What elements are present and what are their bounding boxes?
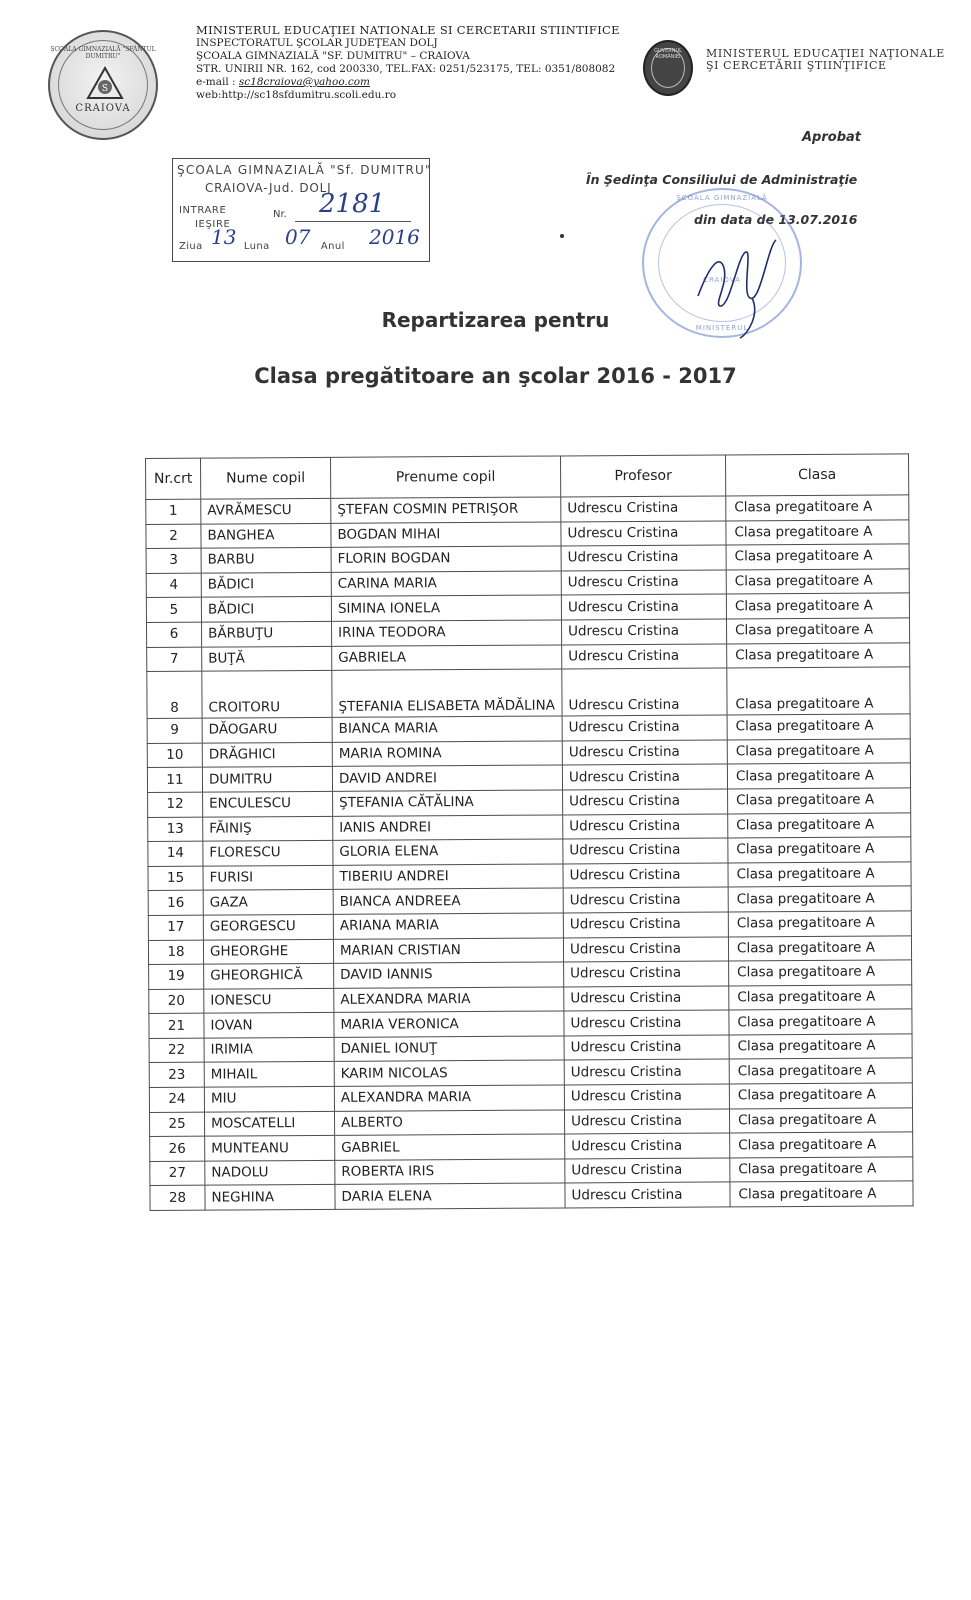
cell-clasa: Clasa pregatitoare A [728,837,911,863]
cell-clasa: Clasa pregatitoare A [727,763,910,789]
cell-clasa: Clasa pregatitoare A [729,1009,912,1035]
cell-clasa: Clasa pregatitoare A [730,1157,913,1183]
cell-nr: 7 [147,647,202,672]
allocation-table [145,453,914,1211]
registration-date-row [179,241,345,252]
cell-nume: IONESCU [204,988,334,1013]
registration-nr-line [295,221,411,222]
cell-clasa: Clasa pregatitoare A [728,812,911,838]
cell-nume: ENCULESCU [203,791,333,816]
cell-nume: MUNTEANU [205,1136,335,1161]
approval-stamp-text-top: ŞCOALA GIMNAZIALĂ [676,194,768,202]
cell-clasa: Clasa pregatitoare A [726,495,909,521]
cell-clasa: Clasa pregatitoare A [726,593,909,619]
cell-prenume: ŞTEFANIA CĂTĂLINA [333,790,563,816]
cell-clasa: Clasa pregatitoare A [730,1181,913,1207]
registration-ziua-value: 13 [211,225,237,249]
cell-nume: MOSCATELLI [204,1111,334,1136]
government-seal-icon [643,40,693,96]
school-logo-city: CRAIOVA [75,103,131,114]
cell-nume: IRIMIA [204,1037,334,1062]
registration-ziua-label: Ziua [179,241,203,252]
cell-nr: 18 [148,940,203,965]
cell-clasa: Clasa pregatitoare A [728,911,911,937]
government-seal-text: GUVERNUL ROMÂNIEI [654,48,682,60]
cell-prenume: CARINA MARIA [331,571,561,597]
cell-prenume: SIMINA IONELA [331,595,561,621]
cell-nr: 14 [148,841,203,866]
header-nr: Nr.crt [146,458,201,499]
cell-nr: 28 [150,1186,205,1211]
registration-luna-label: Luna [243,241,270,252]
cell-clasa: Clasa pregatitoare A [727,739,910,765]
cell-prenume: GABRIEL [335,1134,565,1160]
director-signature-icon [690,234,800,344]
table-body [146,495,913,1211]
header-prenume: Prenume copil [330,456,560,498]
registration-nr-label: Nr. [273,209,287,220]
cell-prenume: TIBERIU ANDREI [333,864,563,890]
cell-nume: BUŢĂ [202,646,332,671]
cell-nr: 20 [149,989,204,1014]
cell-nume: AVRĂMESCU [201,498,331,523]
cell-profesor: Udrescu Cristina [563,912,728,938]
cell-nume: GEORGESCU [203,914,333,939]
cell-prenume: DAVID ANDREI [332,765,562,791]
cell-profesor: Udrescu Cristina [564,961,729,987]
document-subtitle: Clasa pregătitoare an şcolar 2016 - 2017 [254,364,737,388]
approval-stamp-text-mid: CRAIOVA [703,276,741,284]
cell-prenume: DANIEL IONUŢ [334,1036,564,1062]
cell-profesor: Udrescu Cristina [561,521,726,547]
cell-profesor: Udrescu Cristina [563,887,728,913]
cell-clasa: Clasa pregatitoare A [728,886,911,912]
cell-nr: 9 [147,718,202,743]
cell-clasa: Clasa pregatitoare A [729,1034,912,1060]
cell-clasa: Clasa pregatitoare A [727,642,910,668]
cell-prenume: ŞTEFAN COSMIN PETRIŞOR [331,497,561,523]
cell-profesor: Udrescu Cristina [565,1133,730,1159]
cell-nr: 11 [147,767,202,792]
cell-prenume: ALEXANDRA MARIA [334,1085,564,1111]
header-clasa: Clasa [725,454,908,496]
cell-profesor: Udrescu Cristina [564,1035,729,1061]
cell-profesor: Udrescu Cristina [561,570,726,596]
cell-prenume: MARIAN CRISTIAN [333,937,563,963]
letterhead-web: web:http://sc18sfdumitru.scoli.edu.ro [196,89,397,101]
cell-nume: BĂDICI [201,597,331,622]
cell-nr: 24 [149,1087,204,1112]
cell-prenume: ROBERTA IRIS [335,1159,565,1185]
cell-nr: 1 [146,499,201,524]
cell-clasa: Clasa pregatitoare A [726,569,909,595]
registration-stamp [172,158,430,262]
approval-date: din data de 13.07.2016 [694,212,858,227]
cell-prenume: ARIANA MARIA [333,913,563,939]
cell-prenume: MARIA VERONICA [334,1011,564,1037]
cell-prenume: DARIA ELENA [335,1183,565,1209]
cell-nume: FĂINIŞ [203,816,333,841]
cell-nr: 15 [148,866,203,891]
cell-nr: 25 [149,1112,204,1137]
registration-iesire: IEŞIRE [195,219,231,230]
cell-nume: DRĂGHICI [202,742,332,767]
letterhead-email-label: e-mail : [196,76,236,88]
registration-anul-value: 2016 [369,225,420,249]
cell-nr: 22 [149,1038,204,1063]
cell-clasa: Clasa pregatitoare A [729,985,912,1011]
cell-nr: 4 [146,573,201,598]
cell-nume: DĂOGARU [202,718,332,743]
cell-profesor: Udrescu Cristina [563,863,728,889]
cell-nr: 27 [150,1161,205,1186]
header-profesor: Profesor [560,455,725,497]
school-logo-ring-text: ȘCOALA GIMNAZIALĂ "SFÂNTUL DUMITRU" [50,46,156,60]
cell-nume: GHEORGHICĂ [204,963,334,988]
cell-profesor: Udrescu Cristina [562,740,727,766]
cell-nr: 6 [147,622,202,647]
cell-profesor: Udrescu Cristina [562,644,727,670]
cell-profesor: Udrescu Cristina [563,813,728,839]
cell-nume: NADOLU [205,1160,335,1185]
registration-nr-value: 2181 [319,189,386,219]
letterhead-ministry: MINISTERUL EDUCAŢIEI NATIONALE SI CERCETARII STIINTIFICE [196,23,620,37]
cell-prenume: ALEXANDRA MARIA [334,987,564,1013]
cell-profesor: Udrescu Cristina [561,496,726,522]
table-header-row [146,454,909,500]
table-row [147,667,910,719]
cell-profesor: Udrescu Cristina [561,619,726,645]
cell-clasa: Clasa pregatitoare A [727,667,910,715]
cell-profesor: Udrescu Cristina [561,594,726,620]
cell-nr: 21 [149,1013,204,1038]
cell-profesor: Udrescu Cristina [563,838,728,864]
cell-clasa: Clasa pregatitoare A [729,1107,912,1133]
cell-prenume: ALBERTO [334,1110,564,1136]
approval-stamp-text-bottom: MINISTERUL [695,324,749,332]
school-logo [48,30,158,140]
cell-nr: 3 [146,548,201,573]
cell-nume: MIHAIL [204,1062,334,1087]
cell-clasa: Clasa pregatitoare A [726,519,909,545]
cell-profesor: Udrescu Cristina [563,936,728,962]
cell-prenume: ŞTEFANIA ELISABETA MĂDĂLINA [332,669,562,717]
cell-clasa: Clasa pregatitoare A [728,862,911,888]
cell-clasa: Clasa pregatitoare A [729,960,912,986]
cell-nr: 17 [148,915,203,940]
cell-profesor: Udrescu Cristina [563,789,728,815]
cell-prenume: GLORIA ELENA [333,839,563,865]
cell-profesor: Udrescu Cristina [564,1010,729,1036]
cell-prenume: GABRIELA [332,645,562,671]
cell-nr: 23 [149,1063,204,1088]
cell-nume: NEGHINA [205,1185,335,1210]
cell-nr: 26 [150,1136,205,1161]
cell-clasa: Clasa pregatitoare A [726,544,909,570]
cell-profesor: Udrescu Cristina [565,1158,730,1184]
cell-nr: 2 [146,524,201,549]
ministry-logo-line1: MINISTERUL EDUCAŢIEI NAŢIONALE [706,47,945,60]
cell-nume: FLORESCU [203,840,333,865]
cell-profesor: Udrescu Cristina [564,1109,729,1135]
cell-nr: 10 [147,743,202,768]
ministry-logo-text [706,48,945,72]
cell-nr: 5 [146,598,201,623]
registration-anul-label: Anul [320,241,345,252]
cell-prenume: KARIM NICOLAS [334,1060,564,1086]
cell-nr: 16 [148,890,203,915]
cell-nume: CROITORU [202,671,332,719]
letterhead [196,24,620,102]
letterhead-school: ŞCOALA GIMNAZIALĂ "SF. DUMITRU" – CRAIOVA [196,50,470,62]
cell-nume: BĂDICI [201,572,331,597]
registration-intrare: INTRARE [179,205,227,216]
letterhead-email-line [196,76,620,89]
letterhead-email-link[interactable]: sc18craiova@yahoo.com [238,76,370,88]
cell-profesor: Udrescu Cristina [564,986,729,1012]
school-logo-emblem-icon [86,66,124,100]
letterhead-inspectorate: INSPECTORATUL ŞCOLAR JUDEŢEAN DOLJ [196,37,438,49]
svg-text:S: S [101,84,109,94]
ink-dot [560,234,564,238]
cell-nume: GHEORGHE [203,939,333,964]
cell-profesor: Udrescu Cristina [564,1059,729,1085]
cell-clasa: Clasa pregatitoare A [728,935,911,961]
cell-nume: BARBU [201,548,331,573]
cell-prenume: FLORIN BOGDAN [331,546,561,572]
cell-prenume: BIANCA ANDREEA [333,888,563,914]
letterhead-address: STR. UNIRII NR. 162, cod 200330, TEL.FAX: 0251/523175, TEL: 0351/808082 [196,63,616,75]
cell-nr: 12 [148,792,203,817]
cell-nume: MIU [204,1086,334,1111]
cell-nume: FURISI [203,865,333,890]
cell-profesor: Udrescu Cristina [562,715,727,741]
cell-profesor: Udrescu Cristina [562,764,727,790]
registration-school: ŞCOALA GIMNAZIALĂ "Sf. DUMITRU" [177,163,432,177]
cell-prenume: BOGDAN MIHAI [331,522,561,548]
cell-nume: BĂRBUŢU [202,621,332,646]
registration-city: CRAIOVA-Jud. DOLJ [205,181,332,195]
cell-profesor: Udrescu Cristina [564,1084,729,1110]
cell-nume: DUMITRU [202,767,332,792]
cell-nume: GAZA [203,890,333,915]
cell-clasa: Clasa pregatitoare A [728,788,911,814]
cell-profesor: Udrescu Cristina [562,668,727,716]
cell-nr: 19 [149,964,204,989]
cell-clasa: Clasa pregatitoare A [727,714,910,740]
cell-nume: IOVAN [204,1013,334,1038]
header-nume: Nume copil [201,457,331,499]
document-title: Repartizarea pentru [381,308,610,332]
cell-clasa: Clasa pregatitoare A [729,1083,912,1109]
registration-luna-value: 07 [285,225,311,249]
cell-nume: BANGHEA [201,523,331,548]
cell-profesor: Udrescu Cristina [561,545,726,571]
cell-prenume: MARIA ROMINA [332,741,562,767]
cell-nr: 8 [147,671,202,718]
cell-prenume: BIANCA MARIA [332,716,562,742]
cell-nr: 13 [148,817,203,842]
cell-prenume: IRINA TEODORA [332,620,562,646]
cell-clasa: Clasa pregatitoare A [729,1058,912,1084]
approval-label: Aprobat [802,130,862,145]
cell-clasa: Clasa pregatitoare A [726,618,909,644]
approval-meeting: În Şedinţa Consiliului de Administraţie [586,172,858,187]
cell-prenume: IANIS ANDREI [333,814,563,840]
cell-profesor: Udrescu Cristina [565,1182,730,1208]
cell-clasa: Clasa pregatitoare A [730,1132,913,1158]
cell-prenume: DAVID IANNIS [334,962,564,988]
table-row [150,1181,913,1210]
ministry-logo-line2: ŞI CERCETĂRII ŞTIINŢIFICE [706,59,887,72]
